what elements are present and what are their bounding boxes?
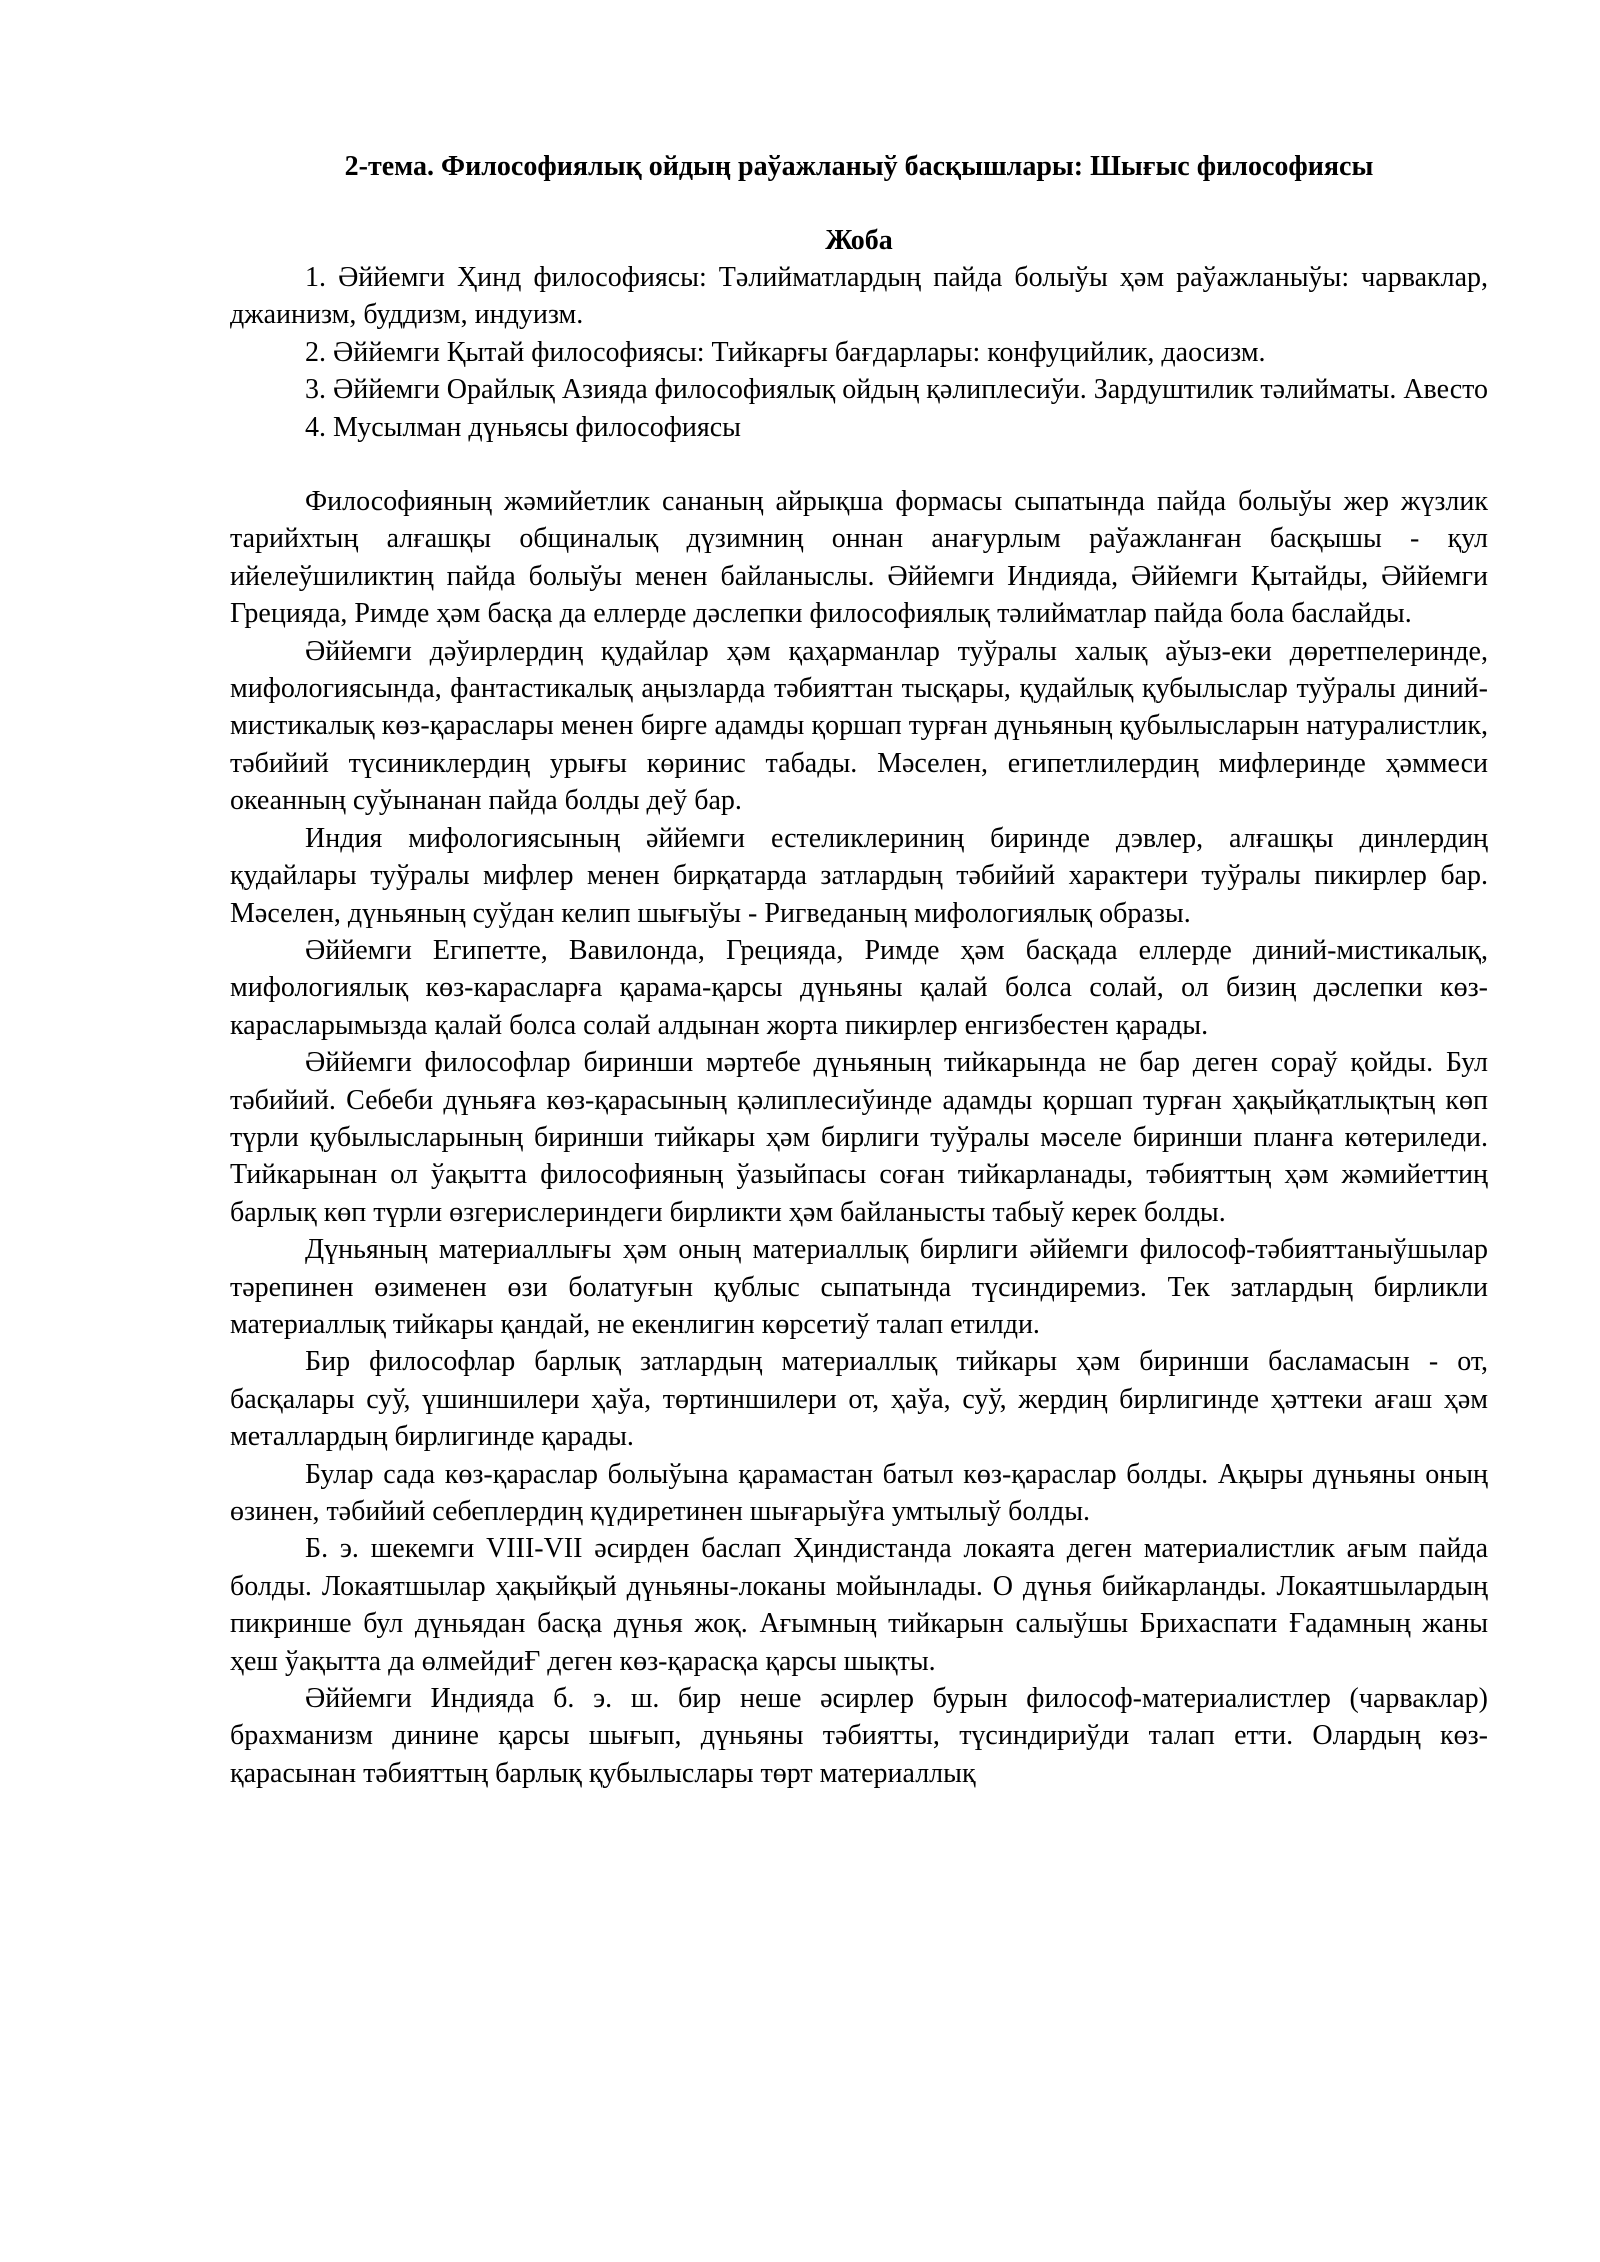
body-text <box>230 483 1488 1792</box>
paragraph: Дүньяның материаллығы ҳәм оның материаллық бирлиги әййемги философ-тәбияттаныўшылар тәрепинен өзименен өзи болатуғын қублыс сыпатында түсиндиремиз. Тек затлардың бирликли материаллық тийкары қандай, не екенлигин көрсетиў талап етилди. <box>230 1234 1488 1340</box>
document-page <box>230 148 1488 1792</box>
plan-heading: Жоба <box>825 225 893 256</box>
paragraph: Бир философлар барлық затлардың материаллық тийкары ҳәм биринши басламасын - от, басқалары суў, үшиншилери ҳаўа, төртиншилери от, ҳаўа, суў, жердиң бирлигинде ҳәттеки ағаш ҳәм металлардың бирлигинде қарады. <box>230 1346 1488 1453</box>
paragraph: Әййемги дәўирлердиң қудайлар ҳәм қаҳарманлар туўралы халық аўыз-еки дөретпелеринде, мифологиясында, фантастикалық аңызларда тәбияттан тысқары, қудайлық қубылыслар туўралы диний-мистикалық көз-қараслары менен бирге адамды қоршап турған дүньяның қубылысларын натуралистлик, тәбийий түсиниклердиң урығы көринис табады. Мәселен, египетлилердиң мифлеринде ҳәммеси океанның суўынанан пайда болды деў бар. <box>230 635 1488 817</box>
paragraph: Әййемги философлар биринши мәртебе дүньяның тийкарында не бар деген сораў қойды. Бул тәбийий. Себеби дүньяға көз-қарасының қәлиплесиўинде адамды қоршап турған ҳақыйқатлықтың көп түрли қубылысларының биринши тийкары ҳәм бирлиги туўралы мәселе биринши планға көтериледи. Тийкарынан ол ўақытта философияның ўазыйпасы соған тийкарланады, тәбияттың ҳәм жәмийеттиң барлық көп түрли өзгерислериндеги бирликти ҳәм байланысты табыў керек болды. <box>230 1047 1488 1228</box>
page-title: 2-тема. Философиялық ойдың раўажланыў басқышлары: Шығыс философиясы <box>344 151 1374 182</box>
paragraph: Әййемги Индияда б. э. ш. бир неше әсирлер бурын философ-материалистлер (чарваклар) брахманизм динине қарсы шығып, дүньяны тәбиятты, түсиндириўди талап етти. Олардың көз-қарасынан тәбияттың барлық қубылыслары төрт материаллық <box>230 1683 1488 1789</box>
section-gap <box>230 446 1488 483</box>
plan-list <box>230 259 1488 446</box>
paragraph: Философияның жәмийетлик сананың айрықша формасы сыпатында пайда болыўы жер жүзлик тарийхтың алғашқы общиналық дүзимниң оннан анағурлым раўажланған басқышы - қул ийелеўшиликтиң пайда болыўы менен байланыслы. Әййемги Индияда, Әййемги Қытайды, Әййемги Грецияда, Римде ҳәм басқа да еллерде дәслепки философиялық тәлийматлар пайда бола баслайды. <box>230 486 1488 630</box>
paragraph: Б. э. шекемги VIII-VII әсирден баслап Ҳиндистанда локаята деген материалистлик ағым пайда болды. Локаятшылар ҳақыйқый дүньяны-локаны мойынлады. О дүнья бийкарланды. Локаятшылардың пикринше бул дүньядан басқа дүнья жоқ. Ағымның тийкарын салыўшы Брихаспати Ғадамның жаны ҳеш ўақытта да өлмейдиҒ деген көз-қарасқа қарсы шықты. <box>230 1533 1488 1677</box>
plan-item-3: 3. Әййемги Орайлық Азияда философиялық ойдың қәлиплесиўи. Зардуштилик тәлийматы. Авесто <box>305 374 1489 406</box>
paragraph: Әййемги Египетте, Вавилонда, Грецияда, Римде ҳәм басқада еллерде диний-мистикалық, мифологиялық көз-карасларға қарама-қарсы дүньяны қалай болса солай, ол бизиң дәслепки көз-карасларымызда қалай болса солай алдынан жорта пикирлер енгизбестен қарады. <box>230 934 1488 1041</box>
paragraph: Булар сада көз-қараслар болыўына қарамастан батыл көз-қараслар болды. Ақыры дүньяны оның өзинен, тәбийий себеплердиң қүдиретинен шығарыўға умтылыў болды. <box>230 1458 1488 1527</box>
plan-item-1: 1. Әййемги Ҳинд философиясы: Тәлийматлардың пайда болыўы ҳәм раўажланыўы: чарваклар, джаинизм, буддизм, индуизм. <box>230 262 1488 331</box>
plan-item-2: 2. Әййемги Қытай философиясы: Тийкарғы бағдарлары: конфуцийлик, даосизм. <box>305 336 1266 368</box>
plan-item-4: 4. Мусылман дүньясы философиясы <box>305 411 741 443</box>
paragraph: Индия мифологиясының әййемги естеликлериниң биринде дэвлер, алғашқы динлердиң қудайлары туўралы мифлер менен бирқатарда затлардың тәбийий характери туўралы пикирлер бар. Мәселен, дүньяның суўдан келип шығыўы - Ригведаның мифологиялық образы. <box>230 822 1488 929</box>
